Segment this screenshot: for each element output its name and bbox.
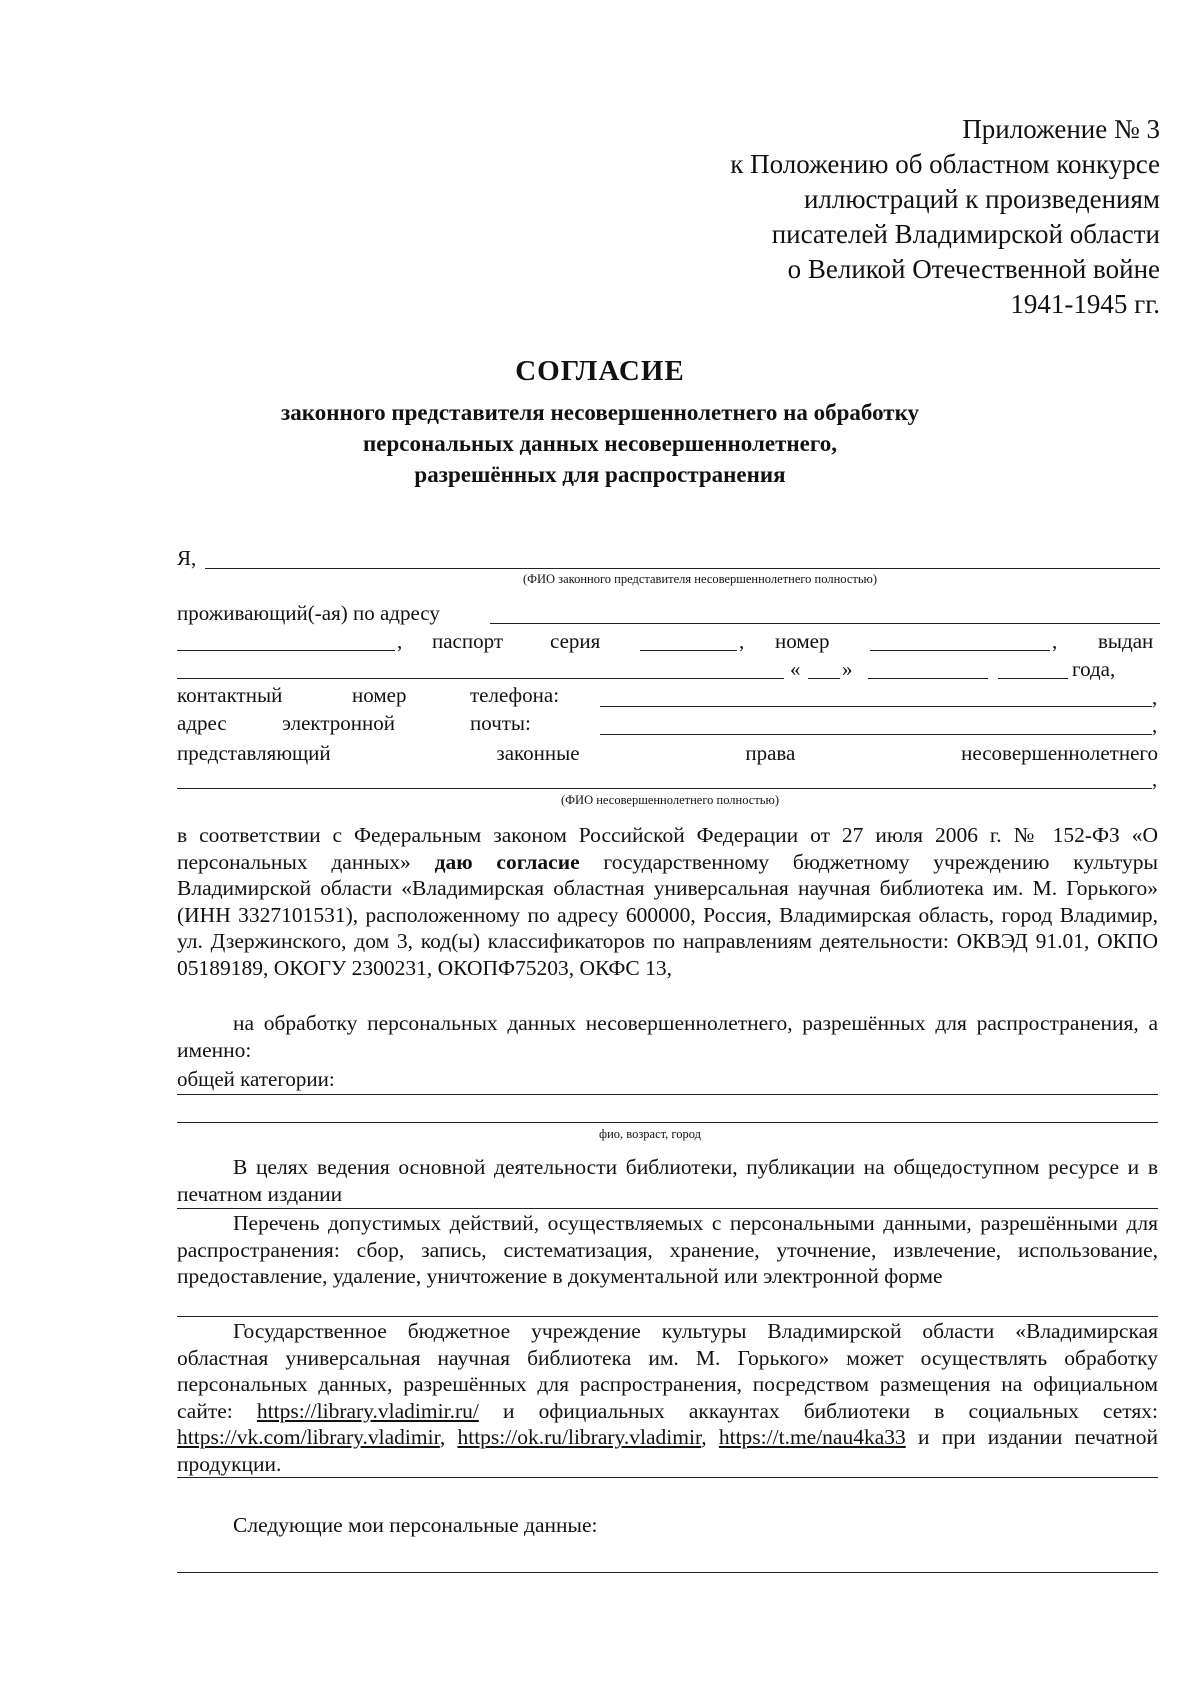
- appendix-line: иллюстраций к произведениям: [803, 184, 1160, 214]
- consent-paragraph: [177, 822, 1158, 981]
- rep-word: представляющий: [177, 741, 331, 765]
- series-label: серия: [550, 629, 601, 653]
- general-category-label: общей категории:: [177, 1067, 335, 1091]
- appendix-header: [730, 112, 1160, 322]
- rep-word: несовершеннолетнего: [961, 741, 1158, 765]
- title-sub-line: законного представителя несовершеннолетнего на обработку: [281, 400, 919, 425]
- comma: ,: [1152, 713, 1158, 737]
- title-sub-line: разрешённых для распространения: [414, 462, 786, 487]
- consent-bold: даю согласие: [434, 849, 580, 874]
- general-category-field-1[interactable]: [177, 1094, 1158, 1095]
- number-label: номер: [775, 629, 830, 653]
- email-field[interactable]: [600, 734, 1152, 735]
- comma: ,: [1052, 629, 1058, 653]
- phone-word: номер: [352, 683, 407, 707]
- comma: ,: [1152, 685, 1158, 709]
- appendix-line: писателей Владимирской области: [771, 219, 1160, 249]
- appendix-line: к Положению об областном конкурсе: [730, 149, 1160, 179]
- issue-day-field[interactable]: [808, 678, 840, 679]
- purpose-underline: [177, 1208, 1158, 1209]
- representative-name-caption: (ФИО законного представителя несовершеннолетнего полностью): [522, 572, 878, 586]
- appendix-line: о Великой Отечественной войне: [787, 254, 1160, 284]
- publication-underline: [177, 1477, 1158, 1478]
- passport-number-field[interactable]: [870, 650, 1050, 651]
- issue-year-field[interactable]: [998, 678, 1068, 679]
- minor-name-caption: (ФИО несовершеннолетнего полностью): [561, 793, 779, 807]
- consent-text-start: в соответствии с Федеральным законом Российской Федерации от 27 июля 2006 г. № 152-ФЗ «О персональных данных»: [177, 823, 1158, 874]
- document-title: [0, 353, 1200, 490]
- issue-month-field[interactable]: [868, 678, 988, 679]
- vk-link[interactable]: https://vk.com/library.vladimir: [177, 1425, 440, 1449]
- actions-underline: [177, 1316, 1158, 1317]
- representative-name-field[interactable]: [205, 568, 1160, 569]
- phone-word: телефона:: [470, 683, 560, 707]
- rep-word: законные: [496, 741, 580, 765]
- address-label: проживающий(-ая) по адресу: [177, 601, 440, 625]
- fio-caption: фио, возраст, город: [599, 1127, 701, 1141]
- separator: ,: [701, 1425, 719, 1449]
- phone-word: контактный: [177, 683, 283, 707]
- processing-paragraph: на обработку персональных данных несовершеннолетнего, разрешённых для распространения, а именно:: [177, 1011, 1158, 1062]
- passport-series-field[interactable]: [640, 650, 737, 651]
- passport-label: паспорт: [432, 629, 504, 653]
- email-word: электронной: [282, 711, 396, 735]
- issued-label: выдан: [1098, 629, 1154, 653]
- quote-open: «: [790, 657, 801, 681]
- comma: ,: [739, 629, 745, 653]
- personal-data-field[interactable]: [177, 1572, 1158, 1573]
- quote-close: »: [842, 657, 853, 681]
- general-category-field-2[interactable]: [177, 1122, 1158, 1123]
- representing-line: [177, 740, 1158, 766]
- minor-name-field[interactable]: [177, 788, 1152, 789]
- title-sub-line: персональных данных несовершеннолетнего,: [363, 431, 837, 456]
- consent-text-end: государственному бюджетному учреждению культуры Владимирской области «Владимирская областная универсальная научная библиотека им. М. Горького» (ИНН 3327101531), расположенному по адресу 600000, Россия, Владимирская область, город Владимир, ул. Дзержинского, дом 3, код(ы) классификаторов по направлениям деятельности: ОКВЭД 91.01, ОКПО 05189189, ОКОГУ 2300231, ОКОПФ75203, ОКФС 13,: [177, 849, 1158, 980]
- ok-link[interactable]: https://ok.ru/library.vladimir: [457, 1425, 702, 1449]
- publication-text-start: Государственное бюджетное учреждение культуры Владимирской области «Владимирская областная универсальная научная библиотека им. М. Горького» может осуществлять обработку персональных данных, разрешённых для распространения, посредством размещения на официальном сайте:: [177, 1319, 1158, 1423]
- actions-paragraph: Перечень допустимых действий, осуществляемых с персональными данными, разрешёнными для распространения: сбор, запись, систематизация, хранение, уточнение, извлечение, использование, предоставление, удаление, уничтожение в документальной или электронной форме: [177, 1211, 1158, 1288]
- ya-label: Я,: [177, 546, 197, 570]
- title-subtitle: [0, 397, 1200, 490]
- publication-text-mid: и официальных аккаунтах библиотеки в социальных сетях:: [478, 1398, 1159, 1423]
- following-data-label: Следующие мои персональные данные:: [233, 1513, 598, 1537]
- publication-paragraph: [177, 1318, 1158, 1477]
- comma: ,: [1152, 767, 1158, 791]
- appendix-line: Приложение № 3: [962, 114, 1160, 144]
- year-label: года,: [1072, 657, 1116, 681]
- separator: ,: [439, 1425, 458, 1449]
- site-link[interactable]: https://library.vladimir.ru/: [256, 1398, 479, 1423]
- phone-field[interactable]: [600, 706, 1152, 707]
- issued-by-field[interactable]: [177, 678, 784, 679]
- purpose-paragraph: В целях ведения основной деятельности библиотеки, публикации на общедоступном ресурсе и в печатном издании: [177, 1155, 1158, 1206]
- publication-text-end: и при издании печатной продукции.: [177, 1425, 1159, 1476]
- address-continuation-field[interactable]: [177, 650, 395, 651]
- email-word: адрес: [177, 711, 227, 735]
- comma: ,: [397, 629, 403, 653]
- telegram-link[interactable]: https://t.me/nau4ka33: [718, 1425, 906, 1449]
- address-field[interactable]: [490, 623, 1160, 624]
- rep-word: права: [745, 741, 796, 765]
- title-main: СОГЛАСИЕ: [515, 355, 685, 387]
- appendix-line: 1941-1945 гг.: [1010, 289, 1160, 319]
- email-word: почты:: [470, 711, 531, 735]
